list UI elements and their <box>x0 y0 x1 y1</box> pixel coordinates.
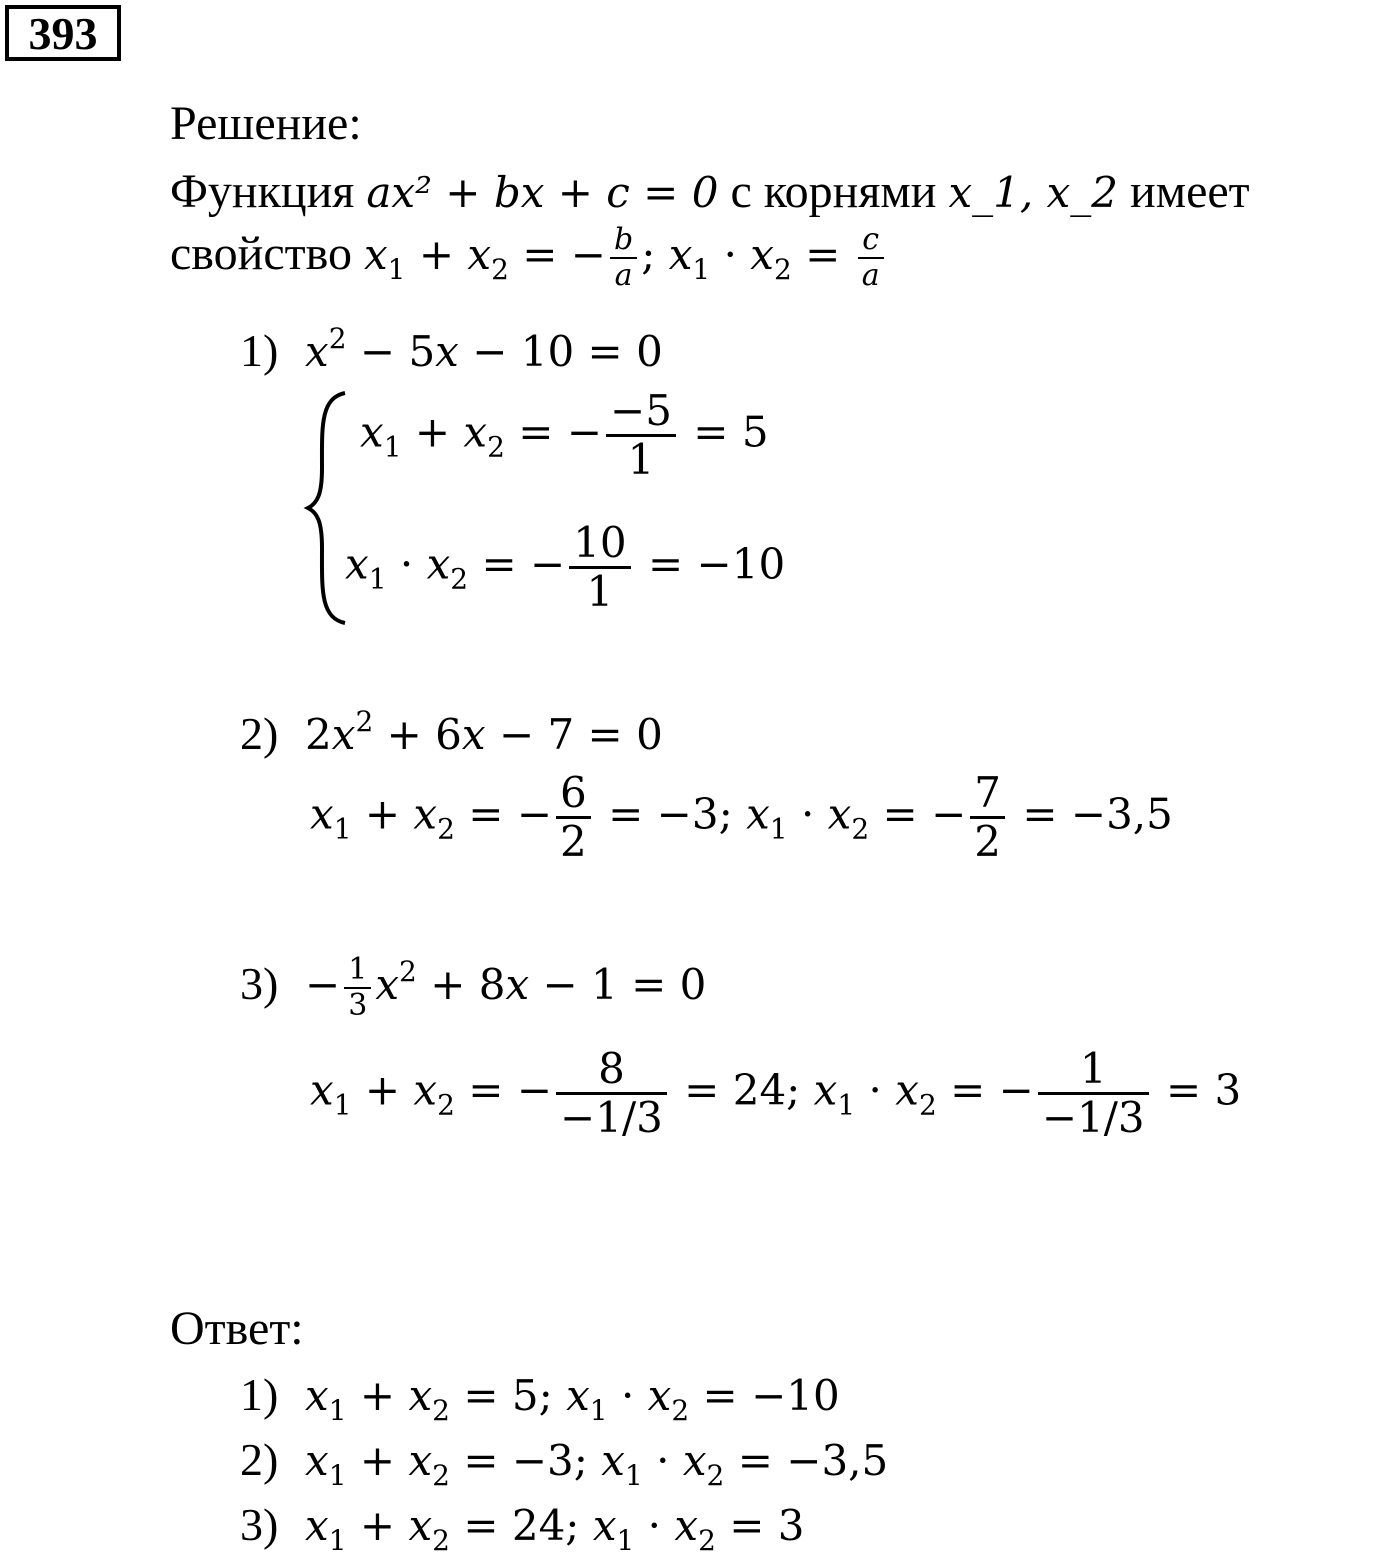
intro-equation: ax² + bx + c = 0 <box>366 168 719 217</box>
answer-2: 2) $x_1 + x_2 = -3$; $x_1 \cdot x_2 = -3,5$ <box>240 1434 889 1492</box>
answer-3: 3) $x_1 + x_2 = 24$; $x_1 \cdot x_2 = 3$ <box>240 1499 805 1557</box>
answer-1: 1) $x_1 + x_2 = 5$; $x_1 \cdot x_2 = -10$ <box>240 1369 840 1427</box>
intro-line-2: свойство $x_1 + x_2$ = − $\frac{b}{a}$ ; $x_1 \cdot x_2$ = $\frac{c}{a}$ <box>170 225 888 291</box>
part-2-vieta: $x_1 + x_2$ = − $\frac{6}{2}$ = −3; $x_1 \cdot x_2$ = − $\frac{7}{2}$ = −3,5 <box>310 768 1173 866</box>
intro-text-4: свойство <box>170 227 364 280</box>
part-3-vieta: $x_1 + x_2$ = − $\frac{8}{-1/3}$ = 24; $x_1 \cdot x_2$ = − $\frac{1}{-1/3}$ = 3 <box>310 1044 1242 1142</box>
intro-text-1: Функция <box>170 165 367 218</box>
part-3-equation: 3) − $\frac{1}{3}$ $x^2 + 8x - 1 = 0$ <box>240 952 707 1023</box>
part-1-equation: 1) $x^2 - 5x - 10 = 0$ <box>240 322 663 376</box>
answer-2-label: 2) <box>240 1434 279 1485</box>
problem-number-box: 393 <box>5 5 121 61</box>
answer-label: Ответ: <box>170 1302 304 1355</box>
system-row-1: $x_1 + x_2$ = − $\frac{-5}{1}$ = 5 <box>360 386 769 484</box>
part-2-label: 2) <box>240 708 279 759</box>
intro-text-2: с корнями <box>718 165 949 218</box>
answer-1-label: 1) <box>240 1369 279 1420</box>
solution-label: Решение: <box>170 97 362 150</box>
intro-roots: x_1, x_2 <box>948 168 1118 217</box>
system-row-2: $x_1 \cdot x_2$ = − $\frac{10}{1}$ = −10 <box>345 518 786 616</box>
intro-text-3: имеет <box>1118 165 1250 218</box>
intro-line-1 <box>170 165 1250 218</box>
answer-3-label: 3) <box>240 1499 279 1550</box>
part-1-label: 1) <box>240 325 279 376</box>
part-2-equation: 2) $2x^2 + 6x - 7 = 0$ <box>240 705 663 759</box>
part-3-label: 3) <box>240 958 279 1009</box>
